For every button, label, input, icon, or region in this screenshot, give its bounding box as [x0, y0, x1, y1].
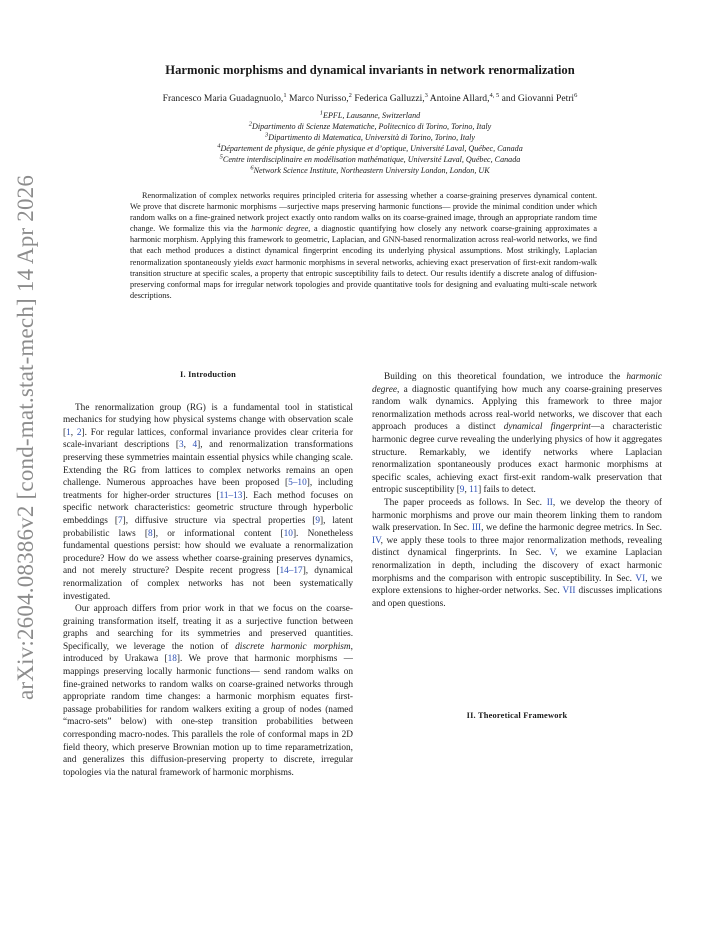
- citation-link[interactable]: III: [471, 523, 482, 534]
- citation-link[interactable]: VI: [635, 573, 646, 584]
- affiliation-list: [60, 110, 680, 177]
- citation-link[interactable]: 8: [148, 528, 153, 539]
- citation-link[interactable]: 3: [178, 440, 184, 451]
- affiliation: $^2$Dipartimento di Scienze Matematiche, Politecnico di Torino, Torino, Italy: [248, 120, 492, 132]
- affiliation: $^3$Dipartimento di Matematica, Università di Torino, Torino, Italy: [265, 131, 475, 143]
- affiliation: $^6$Network Science Institute, Northeastern University London, London, UK: [250, 164, 490, 176]
- author-name: Antoine Allard,: [429, 93, 490, 104]
- citation-link[interactable]: 2: [76, 427, 82, 438]
- paragraph: The paper proceeds as follows. In Sec. II, we develop the theory of harmonic morphisms and prove our main theorem linking them to random walk preservation. In Sec. III, we define the harmonic degree metrics. In Sec. IV, we apply these tools to three major renormalization methods, revealing distinct dynamical fingerprints. In Sec. V, we examine Laplacian renormalization in depth, including the discovery of exact harmonic morphisms and the comparison with entropic susceptibility. In Sec. VI, we explore extensions to higher-order networks. Sec. VII discusses implications and open questions.: [372, 497, 662, 609]
- citation-link[interactable]: 18: [167, 654, 177, 665]
- paper-title: Harmonic morphisms and dynamical invariants in network renormalization: [165, 63, 575, 77]
- affiliation: $^1$EPFL, Lausanne, Switzerland: [319, 109, 421, 120]
- section-heading-introduction: I. Introduction: [180, 370, 236, 379]
- citation-link[interactable]: IV: [372, 535, 381, 546]
- citation-link[interactable]: 1: [66, 427, 71, 438]
- paragraph: The renormalization group (RG) is a fundamental tool in statistical mechanics for studying how physical systems change with observation scale [1, 2]. For regular lattices, conformal invariance provides clear criteria for scale-invariant descriptions [3, 4], and renormalization transformations preserving these symmetries maintain essential physics while changing scale. Extending the RG from lattices to complex networks remains an open challenge. Numerous approaches have been proposed [5–10], including treatments for higher-order structures [11–13]. Each method focuses on specific network characteristics: geometric structure through hyperbolic embeddings [7], diffusive structure via spectral properties [9], latent probabilistic laws [8], or informational content [10]. Nonetheless fundamental questions persist: how should we evaluate a renormalization procedure? How do we assess whether coarse-graining preserves dynamics, and not merely structure? Despite recent progress [14–17], dynamical renormalization of complex networks has not been systematically investigated.: [63, 402, 353, 602]
- citation-link[interactable]: V: [549, 548, 556, 559]
- citation-link[interactable]: 5–10: [288, 478, 307, 489]
- paragraph: Building on this theoretical foundation, we introduce the harmonic degree, a diagnostic quantifying how much any coarse-graining preserves random walk dynamics. Applying this framework to three major renormalization methods across real-world networks, we discover that each approach produces a distinct dynamical fingerprint—a characteristic harmonic degree curve revealing the underlying physics of how it aggregates structure. Remarkably, we identify networks where Laplacian renormalization spontaneously produces exact harmonic morphisms at specific scales, achieving exact first-exit random-walk preservation that entropic susceptibility [9, 11] fails to detect.: [372, 372, 663, 496]
- abstract: Renormalization of complex networks requires principled criteria for assessing whether a coarse-graining preserves dynamical content. We prove that discrete harmonic morphisms —surjective maps preserving harmonic functions— provide the minimal condition under which random walks on a fine-grained network project exactly onto random walks on its coarse-grained image, through an appropriate random time change. We formalize this via the harmonic degree, a diagnostic quantifying how closely any network coarse-graining approximates a harmonic morphism. Applying this framework to geometric, Laplacian, and GNN-based renormalization across real-world networks, we find that each method produces a distinct dynamical fingerprint encoding its underlying physical assumptions. Most strikingly, Laplacian renormalization spontaneously yields exact harmonic morphisms in several networks, achieving exact preservation of first-exit random-walk transition structure at specific scales, a property that entropic susceptibility fails to detect. Our results identify a discrete analog of diffusion-preserving conformal maps for irregular network topologies and provide quantitative tools for designing and evaluating multi-scale network descriptions.: [130, 191, 597, 300]
- author-list: Francesco Maria Guadagnuolo,$^1$ Marco Nurisso,$^2$ Federica Galluzzi,$^3$ Antoine Allard,$^{4, 5}$ and Giovanni Petri$^6$: [162, 91, 578, 104]
- author-name: Francesco Maria Guadagnuolo,: [162, 93, 284, 104]
- left-column: [63, 369, 353, 849]
- citation-link[interactable]: 11: [469, 485, 479, 496]
- citation-link[interactable]: 14–17: [279, 566, 303, 577]
- affiliation: $^4$Département de physique, de génie physique et d’optique, Université Laval, Québec, Canada: [217, 142, 523, 154]
- author-name: Marco Nurisso,: [288, 93, 349, 104]
- citation-link[interactable]: 9: [315, 515, 321, 526]
- citation-link[interactable]: 10: [283, 528, 293, 539]
- citation-link[interactable]: 9: [459, 485, 465, 496]
- citation-link[interactable]: VII: [562, 586, 576, 597]
- paragraph: Our approach differs from prior work in that we focus on the coarse-graining transformation itself, treating it as a surjective function between graphs and searching for its symmetries and preserved quantities. Specifically, we leverage the notion of discrete harmonic morphism, introduced by Urakawa [18]. We prove that harmonic morphisms —mappings preserving locally harmonic functions— send random walks on fine-grained networks to random walks on coarse-grained networks through appropriate random time changes: a harmonic morphism equates first-passage probabilities for random walkers exiting a group of nodes (named “macro-sets” below) with one-step transition probabilities between corresponding macro-nodes. This parallels the role of conformal maps in 2D field theory, which preserve Brownian motion up to time reparametrization, and generalizes this diffusion-preserving property to discrete, irregular topologies via the natural framework of harmonic morphisms.: [63, 604, 353, 778]
- right-column: [372, 369, 662, 723]
- affiliation: $^5$Centre interdisciplinaire en modélisation mathématique, Université Laval, Québec, Canada: [219, 153, 521, 165]
- section-heading-theoretical-framework: II. Theoretical Framework: [466, 711, 568, 721]
- citation-link[interactable]: 7: [117, 515, 123, 526]
- citation-link[interactable]: II: [546, 497, 553, 508]
- author-name: and Giovanni Petri: [501, 93, 575, 104]
- author-name: Federica Galluzzi,: [354, 93, 425, 104]
- citation-link[interactable]: 4: [192, 440, 198, 451]
- citation-link[interactable]: 11–13: [219, 490, 243, 501]
- arxiv-identifier: arXiv:2604.08386v2 [cond-mat.stat-mech] 14 Apr 2026: [13, 174, 38, 700]
